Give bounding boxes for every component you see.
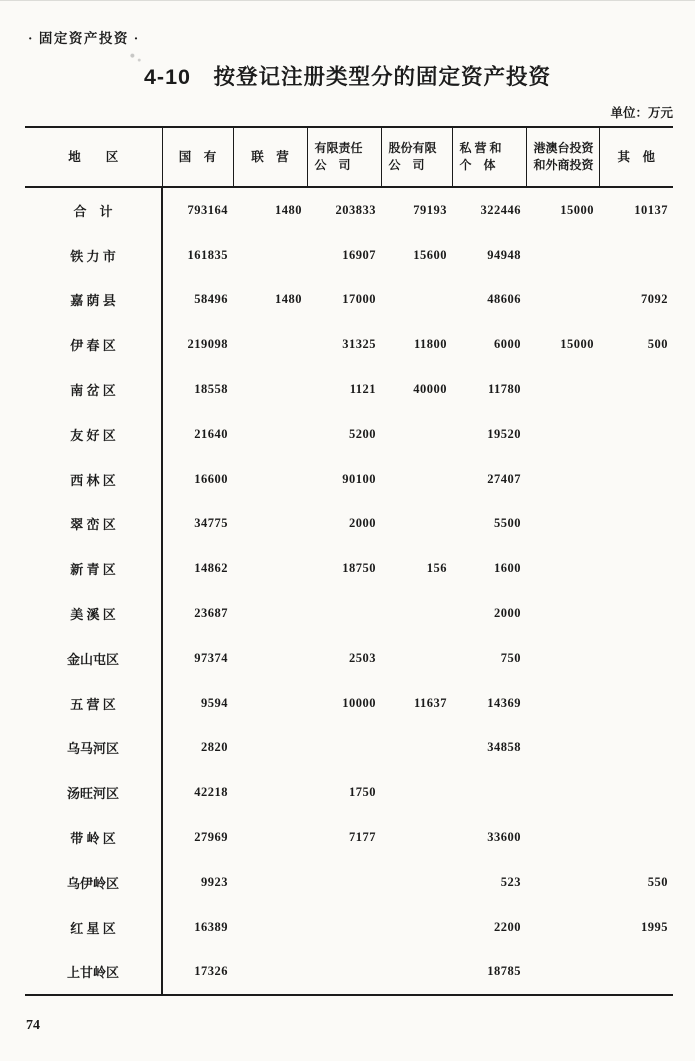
value-cell	[233, 770, 307, 815]
value-cell	[381, 905, 452, 950]
value-cell	[526, 681, 599, 726]
value-cell: 156	[426, 561, 447, 576]
value-cell: 7177	[349, 830, 376, 845]
value-cell	[599, 681, 673, 726]
table-row	[25, 457, 673, 502]
value-cell: 2000	[349, 516, 376, 531]
value-cell	[233, 726, 307, 771]
table-header	[25, 127, 673, 187]
region-cell: 金山屯区	[25, 636, 162, 681]
value-cell	[307, 905, 381, 950]
value-cell: 94948	[487, 247, 521, 262]
value-cell: 1995	[641, 919, 668, 934]
value-cell	[599, 412, 673, 457]
value-cell: 2200	[494, 919, 521, 934]
value-cell: 34858	[487, 740, 521, 755]
value-cell: 34775	[194, 516, 228, 531]
value-cell: 2000	[494, 606, 521, 621]
region-cell: 新 青 区	[25, 546, 162, 591]
data-table	[25, 126, 673, 996]
value-cell	[599, 546, 673, 591]
value-cell	[233, 905, 307, 950]
value-cell	[599, 636, 673, 681]
value-cell: 523	[500, 874, 521, 889]
value-cell: 31325	[342, 337, 376, 352]
table-row	[25, 950, 673, 996]
value-cell	[233, 502, 307, 547]
region-cell: 西 林 区	[25, 457, 162, 502]
table-row	[25, 367, 673, 412]
col-header-joint-stock-corp: 股份有限 公 司	[381, 127, 452, 187]
value-cell	[526, 770, 599, 815]
value-cell: 2503	[349, 650, 376, 665]
col-header-private-and-individual: 私 营 和 个 体	[452, 127, 526, 187]
table-row	[25, 905, 673, 950]
value-cell: 11800	[413, 337, 447, 352]
value-cell	[599, 457, 673, 502]
col-header-state-owned: 国 有	[162, 127, 233, 187]
region-cell: 乌伊岭区	[25, 860, 162, 905]
value-cell	[526, 950, 599, 996]
value-cell: 17326	[194, 964, 228, 979]
value-cell	[526, 367, 599, 412]
value-cell: 90100	[342, 471, 376, 486]
region-cell: 伊 春 区	[25, 322, 162, 367]
value-cell	[381, 278, 452, 323]
value-cell: 14369	[487, 695, 521, 710]
value-cell: 48606	[487, 292, 521, 307]
unit-note: 单位：万元	[610, 106, 673, 120]
value-cell: 1750	[349, 785, 376, 800]
value-cell	[599, 367, 673, 412]
table-row	[25, 322, 673, 367]
value-cell: 33600	[487, 830, 521, 845]
value-cell: 1480	[275, 292, 302, 307]
value-cell: 40000	[413, 382, 447, 397]
region-cell: 铁 力 市	[25, 233, 162, 278]
value-cell	[381, 457, 452, 502]
value-cell: 27407	[487, 471, 521, 486]
value-cell	[381, 412, 452, 457]
table-row	[25, 187, 673, 233]
value-cell: 17000	[342, 292, 376, 307]
value-cell	[381, 502, 452, 547]
region-cell: 乌马河区	[25, 726, 162, 771]
value-cell	[233, 457, 307, 502]
value-cell: 550	[647, 874, 668, 889]
page-title: 4-10 按登记注册类型分的固定资产投资	[143, 65, 552, 89]
value-cell	[452, 770, 526, 815]
value-cell	[307, 950, 381, 996]
value-cell	[233, 367, 307, 412]
value-cell: 793164	[187, 202, 228, 217]
investment-table	[25, 126, 673, 996]
table-row	[25, 591, 673, 636]
region-cell: 南 岔 区	[25, 367, 162, 412]
value-cell	[526, 278, 599, 323]
table-row	[25, 233, 673, 278]
value-cell: 1121	[349, 382, 376, 397]
value-cell	[233, 950, 307, 996]
value-cell: 1600	[494, 561, 521, 576]
value-cell: 9923	[201, 874, 228, 889]
value-cell: 79193	[413, 202, 447, 217]
table-row	[25, 546, 673, 591]
value-cell	[233, 815, 307, 860]
value-cell	[233, 233, 307, 278]
value-cell: 58496	[194, 292, 228, 307]
chapter-header: · 固定资产投资 ·	[28, 31, 140, 46]
value-cell: 322446	[480, 202, 521, 217]
region-cell: 红 星 区	[25, 905, 162, 950]
value-cell	[381, 860, 452, 905]
value-cell: 21640	[194, 426, 228, 441]
value-cell: 16907	[342, 247, 376, 262]
region-cell: 美 溪 区	[25, 591, 162, 636]
table-row	[25, 770, 673, 815]
value-cell: 10137	[634, 202, 668, 217]
col-header-region: 地 区	[68, 149, 119, 164]
table-row	[25, 412, 673, 457]
value-cell: 97374	[194, 650, 228, 665]
value-cell	[233, 681, 307, 726]
value-cell: 203833	[335, 202, 376, 217]
table-row	[25, 636, 673, 681]
value-cell	[526, 636, 599, 681]
value-cell: 16389	[194, 919, 228, 934]
table-row	[25, 278, 673, 323]
page-number: 74	[26, 1018, 40, 1033]
value-cell	[307, 726, 381, 771]
value-cell	[599, 233, 673, 278]
table-row	[25, 726, 673, 771]
value-cell: 161835	[187, 247, 228, 262]
value-cell: 42218	[194, 785, 228, 800]
value-cell	[526, 860, 599, 905]
value-cell: 23687	[194, 606, 228, 621]
value-cell: 18558	[194, 382, 228, 397]
value-cell	[526, 233, 599, 278]
col-header-joint-operation: 联 营	[233, 127, 307, 187]
value-cell	[307, 591, 381, 636]
value-cell	[599, 591, 673, 636]
value-cell	[599, 502, 673, 547]
table-row	[25, 815, 673, 860]
value-cell	[381, 815, 452, 860]
value-cell: 219098	[187, 337, 228, 352]
value-cell: 6000	[494, 337, 521, 352]
col-header-hk-macao-taiwan-foreign: 港澳台投资 和外商投资	[526, 127, 599, 187]
value-cell: 1480	[275, 202, 302, 217]
value-cell: 14862	[194, 561, 228, 576]
value-cell: 500	[647, 337, 668, 352]
value-cell	[381, 726, 452, 771]
table-row	[25, 502, 673, 547]
value-cell: 15000	[560, 337, 594, 352]
value-cell	[233, 636, 307, 681]
table-row	[25, 681, 673, 726]
value-cell	[381, 591, 452, 636]
value-cell	[599, 950, 673, 996]
value-cell	[526, 457, 599, 502]
value-cell	[233, 591, 307, 636]
value-cell: 16600	[194, 471, 228, 486]
table-row	[25, 860, 673, 905]
value-cell	[599, 815, 673, 860]
value-cell	[233, 546, 307, 591]
value-cell: 10000	[342, 695, 376, 710]
value-cell	[233, 860, 307, 905]
value-cell	[307, 860, 381, 905]
value-cell	[526, 726, 599, 771]
value-cell	[526, 815, 599, 860]
region-cell: 友 好 区	[25, 412, 162, 457]
region-cell: 嘉 荫 县	[25, 278, 162, 323]
value-cell: 9594	[201, 695, 228, 710]
value-cell: 15000	[560, 202, 594, 217]
value-cell: 11637	[413, 695, 447, 710]
value-cell: 18785	[487, 964, 521, 979]
value-cell	[381, 770, 452, 815]
value-cell	[381, 950, 452, 996]
value-cell: 18750	[342, 561, 376, 576]
value-cell: 27969	[194, 830, 228, 845]
value-cell: 5500	[494, 516, 521, 531]
value-cell: 11780	[487, 382, 521, 397]
value-cell: 2820	[201, 740, 228, 755]
region-cell: 翠 峦 区	[25, 502, 162, 547]
region-cell: 带 岭 区	[25, 815, 162, 860]
col-header-limited-liability-corp: 有限责任 公 司	[307, 127, 381, 187]
value-cell	[526, 546, 599, 591]
value-cell: 5200	[349, 426, 376, 441]
region-cell: 汤旺河区	[25, 770, 162, 815]
header-row	[25, 127, 673, 187]
value-cell: 19520	[487, 426, 521, 441]
value-cell	[599, 726, 673, 771]
value-cell	[526, 502, 599, 547]
region-cell: 合 计	[25, 187, 162, 233]
value-cell	[526, 905, 599, 950]
region-cell: 五 营 区	[25, 681, 162, 726]
value-cell	[526, 412, 599, 457]
value-cell: 15600	[413, 247, 447, 262]
value-cell	[233, 412, 307, 457]
region-cell: 上甘岭区	[25, 950, 162, 996]
value-cell: 750	[500, 650, 521, 665]
value-cell: 7092	[641, 292, 668, 307]
value-cell	[381, 636, 452, 681]
table-body	[25, 187, 673, 995]
col-header-other: 其 他	[599, 127, 673, 187]
value-cell	[233, 322, 307, 367]
value-cell	[599, 770, 673, 815]
value-cell	[526, 591, 599, 636]
